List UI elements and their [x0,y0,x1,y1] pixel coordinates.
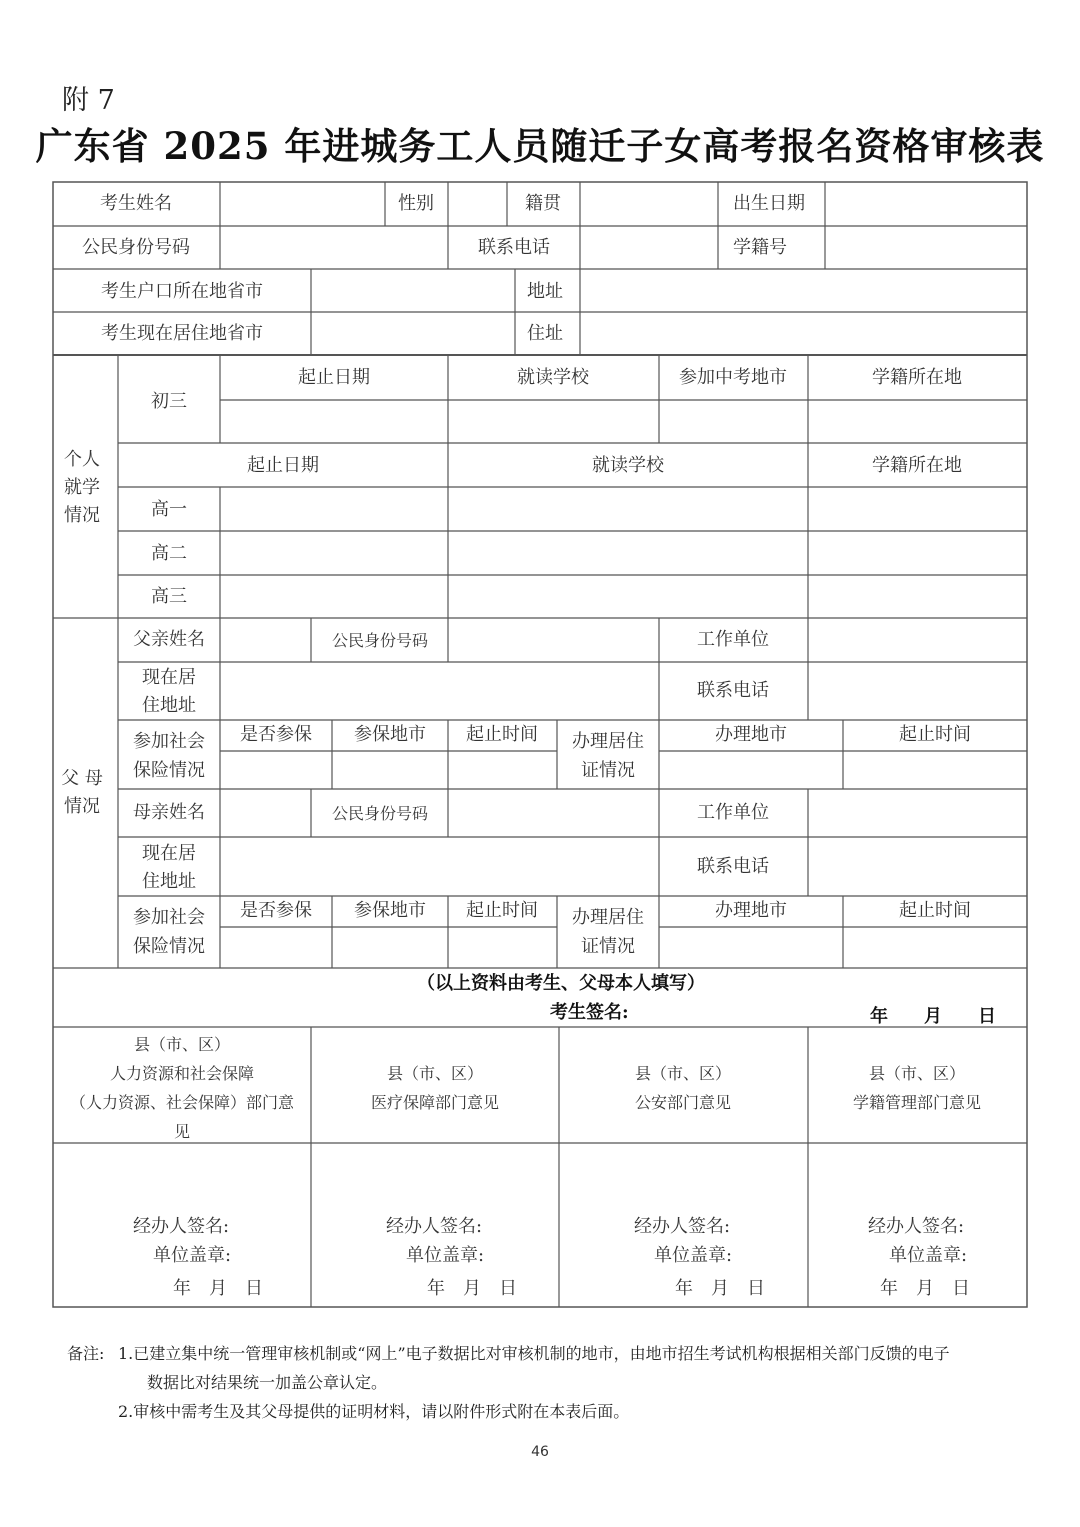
label-mother-address: 现在居 住地址 [142,843,196,892]
header-mother-insured-city: 参保地市 [354,900,426,921]
label-senior2: 高二 [151,543,187,564]
header-father-insured-city: 参保地市 [354,724,426,745]
header-roll-place-senior: 学籍所在地 [872,455,962,476]
label-id-number: 公民身份号码 [82,237,190,258]
dept-hr-social-security: 县（市、区） 人力资源和社会保障 （人力资源、社会保障）部门意 见 [69,1035,295,1141]
label-phone: 联系电话 [478,237,550,258]
dept2-handler-label: 经办人签名: [386,1216,483,1237]
label-mother-insurance: 参加社会 保险情况 [133,907,205,957]
note-2: 2.审核中需考生及其父母提供的证明材料，请以附件形式附在本表后面。 [118,1402,630,1421]
dept3-date: 年 月 日 [675,1278,765,1299]
label-father-residence-permit: 办理居住 证情况 [572,731,644,781]
label-mother-id: 公民身份号码 [331,804,429,823]
dept-medical-insurance: 县（市、区） 医疗保障部门意见 [370,1064,500,1112]
label-mother-name: 母亲姓名 [133,802,205,823]
header-roll-place: 学籍所在地 [872,367,962,388]
label-senior3: 高三 [151,586,187,607]
header-father-insured: 是否参保 [240,724,312,745]
label-native-place: 籍贯 [525,193,561,214]
header-school: 就读学校 [517,367,589,388]
dept3-seal-label: 单位盖章: [654,1245,733,1266]
label-residence-address: 住址 [527,323,563,344]
dept1-seal-label: 单位盖章: [153,1245,232,1266]
header-father-permit-city: 办理地市 [715,724,787,745]
label-father-phone: 联系电话 [697,680,769,701]
note-1-line-2: 数据比对结果统一加盖公章认定。 [147,1373,388,1392]
header-mother-insured-period: 起止时间 [466,900,538,921]
dept4-seal-label: 单位盖章: [889,1245,968,1266]
label-father-address: 现在居 住地址 [142,667,196,716]
label-mother-employer: 工作单位 [697,802,769,823]
page-number: 46 [531,1444,549,1460]
header-period: 起止日期 [298,367,370,388]
dept4-handler-label: 经办人签名: [868,1216,965,1237]
dept2-date: 年 月 日 [427,1278,517,1299]
header-mother-insured: 是否参保 [240,900,312,921]
label-father-employer: 工作单位 [697,629,769,650]
label-hukou-address: 地址 [527,281,563,302]
section-parents: 父 母 情况 [61,768,103,817]
page-title: 广东省 2025 年进城务工人员随迁子女高考报名资格审核表 [35,124,1045,168]
filled-by-note: （以上资料由考生、父母本人填写） [417,973,705,994]
dept1-date: 年 月 日 [173,1278,263,1299]
label-residence-province: 考生现在居住地省市 [101,323,263,344]
section-study: 个人 就学 情况 [64,449,100,526]
label-hukou-province: 考生户口所在地省市 [101,281,263,302]
dept2-seal-label: 单位盖章: [406,1245,485,1266]
label-junior3: 初三 [151,391,187,412]
applicant-signature-date: 年 月 日 [870,1006,996,1027]
header-school-senior: 就读学校 [592,455,664,476]
note-1-line-1: 1.已建立集中统一管理审核机制或“网上”电子数据比对审核机制的地市，由地市招生考试机构根据相关部门反馈的电子 [118,1344,950,1363]
dept-public-security: 县（市、区） 公安部门意见 [634,1064,732,1112]
applicant-signature-label: 考生签名: [550,1002,629,1023]
label-father-id: 公民身份号码 [331,631,429,650]
dept1-handler-label: 经办人签名: [133,1216,230,1237]
label-mother-residence-permit: 办理居住 证情况 [572,907,644,957]
label-roll-number: 学籍号 [733,237,787,258]
label-senior1: 高一 [151,499,187,520]
label-father-name: 父亲姓名 [133,629,205,650]
label-mother-phone: 联系电话 [697,856,769,877]
header-father-permit-period: 起止时间 [899,724,971,745]
header-period-senior: 起止日期 [247,455,319,476]
label-gender: 性别 [398,193,434,214]
notes-label: 备注: [67,1344,105,1363]
dept3-handler-label: 经办人签名: [634,1216,731,1237]
label-name: 考生姓名 [100,193,172,214]
dept4-date: 年 月 日 [880,1278,970,1299]
dept-school-roll: 县（市、区） 学籍管理部门意见 [852,1064,982,1112]
header-zhongkao-city: 参加中考地市 [679,367,787,388]
annex-label: 附 7 [62,85,115,116]
header-father-insured-period: 起止时间 [466,724,538,745]
label-birth-date: 出生日期 [733,193,805,214]
header-mother-permit-city: 办理地市 [715,900,787,921]
header-mother-permit-period: 起止时间 [899,900,971,921]
label-father-insurance: 参加社会 保险情况 [133,731,205,781]
